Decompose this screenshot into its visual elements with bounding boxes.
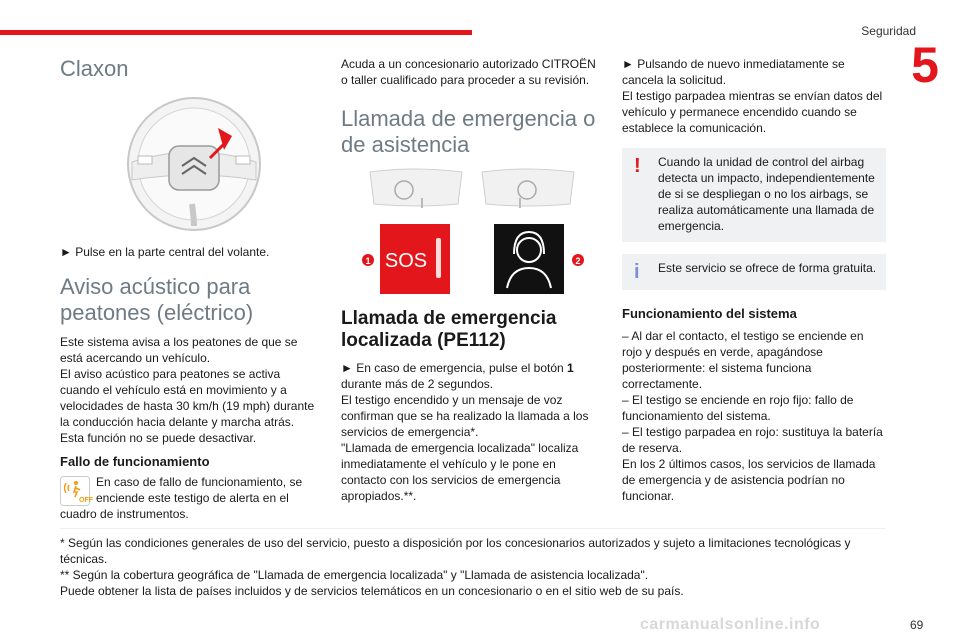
steering-wheel-icon [114, 92, 274, 232]
info-icon: i [634, 261, 640, 283]
callout-2: 2 [575, 256, 581, 266]
fallo-heading: Fallo de funcionamiento [60, 454, 210, 469]
pe112-heading-line2: localizada (PE112) [341, 330, 506, 351]
func-item-4: En los 2 últimos casos, los servicios de llamada de emergencia y de asistencia podrían no funcionar. [622, 457, 876, 503]
footnote-2: ** Según la cobertura geográfica de "Llamada de emergencia localizada" y "Llamada de asistencia localizada". [60, 568, 649, 582]
footnote-3: Puede obtener la lista de países incluidos y de servicios telemáticos en un concesionario o en el sitio web de su país. [60, 584, 684, 598]
fallo-text-line2: cuadro de instrumentos. [60, 507, 189, 521]
header-red-bar [0, 30, 472, 35]
page-number: 69 [910, 618, 924, 632]
column-right [622, 56, 886, 504]
pe112-heading-line1: Llamada de emergencia [341, 308, 557, 329]
warn-icon-text: OFF [79, 497, 93, 504]
claxon-step: ► Pulse en la parte central del volante. [60, 245, 270, 259]
aviso-heading-line2: peatones (eléctrico) [60, 300, 254, 325]
aviso-paragraph-2: El aviso acústico para peatones se activa cuando el vehículo está en movimiento y a velocidades de hasta 30 km/h (19 mph) durante la conducción hacia delante y marcha atrás. [60, 367, 315, 429]
testigo-paragraph: El testigo parpadea mientras se envían datos del vehículo y permanece encendido cuando se establece la comunicación. [622, 89, 883, 135]
pe112-step-pre: ► En caso de emergencia, pulse el botón [341, 361, 568, 375]
func-item-1: – Al dar el contacto, el testigo se enciende en rojo y después en verde, apagándose posteriormente: el sistema funciona correctamente. [622, 329, 864, 391]
footnote-1: * Según las condiciones generales de uso del servicio, puesto a disposición por los concesionarios autorizados y sujeto a limitaciones tecnológicas y técnicas. [60, 536, 851, 566]
pedestrian-warning-icon [60, 476, 93, 506]
aviso-paragraph-3: Esta función no se puede desactivar. [60, 431, 257, 445]
llamada-heading-line2: de asistencia [341, 132, 470, 157]
aviso-paragraph-1: Este sistema avisa a los peatones de que se está acercando un vehículo. [60, 335, 298, 365]
pe112-step [341, 360, 603, 392]
aviso-heading-line1: Aviso acústico para [60, 274, 251, 299]
callout-1: 1 [365, 256, 371, 266]
pe112-step-button-number: 1 [567, 361, 574, 375]
llamada-heading-line1: Llamada de emergencia o [341, 106, 596, 131]
intro-paragraph: Acuda a un concesionario autorizado CITROËN o taller cualificado para proceder a su revisión. [341, 57, 596, 87]
cancel-paragraph: ► Pulsando de nuevo inmediatamente se cancela la solicitud. [622, 57, 845, 87]
pe112-paragraph-3: "Llamada de emergencia localizada" localiza inmediatamente el vehículo y le pone en contacto con los servicios de emergencia apropiados.**. [341, 441, 579, 503]
claxon-heading: Claxon [60, 56, 129, 81]
info-box [622, 254, 886, 290]
airbag-warning-box [622, 148, 886, 242]
exclamation-icon: ! [634, 155, 641, 177]
footnotes [60, 528, 886, 599]
airbag-warning-text: Cuando la unidad de control del airbag detecta un impacto, independientemente de si se despliegan o no los airbags, se realiza automáticamente una llamada de emergencia. [658, 155, 875, 233]
section-title: Seguridad [861, 24, 916, 38]
func-item-2: – El testigo se enciende en rojo fijo: fallo de funcionamiento del sistema. [622, 393, 854, 423]
sos-button-label: SOS [384, 250, 428, 272]
pe112-paragraph-2: El testigo encendido y un mensaje de voz confirman que se ha realizado la llamada a los servicios de emergencia*. [341, 393, 589, 439]
func-item-3: – El testigo parpadea en rojo: sustituya la batería de reserva. [622, 425, 883, 455]
fallo-block [60, 474, 322, 506]
chapter-number: 5 [911, 37, 939, 93]
pe112-step-post: durante más de 2 segundos. [341, 377, 494, 391]
fallo-text-line1: En caso de fallo de funcionamiento, se enciende este testigo de alerta en el [96, 475, 303, 505]
watermark: carmanualsonline.info [640, 616, 821, 633]
sos-assistance-figure [362, 164, 592, 298]
info-text: Este servicio se ofrece de forma gratuita. [658, 261, 877, 275]
func-heading: Funcionamiento del sistema [622, 306, 797, 321]
